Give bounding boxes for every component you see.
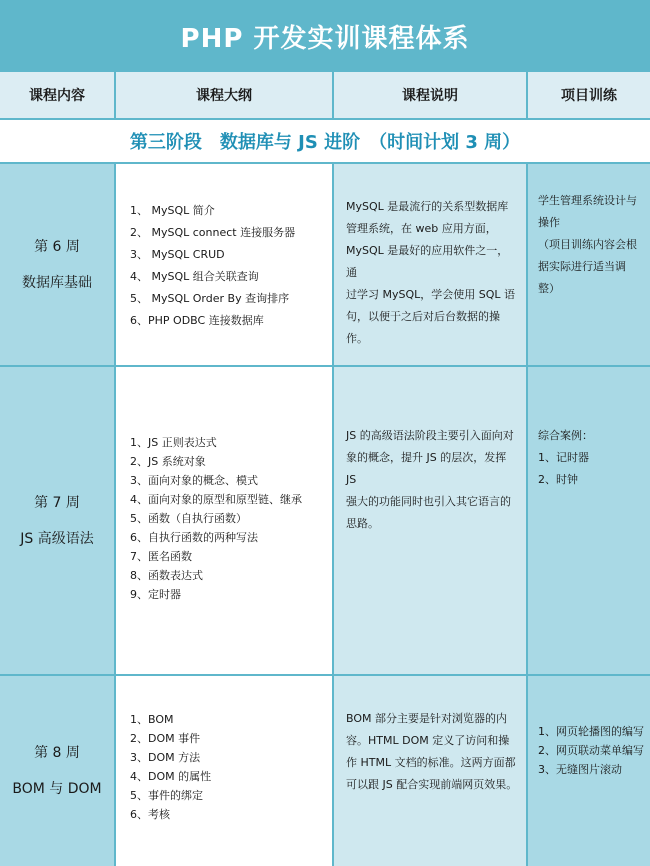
project-line: 1、记时器 xyxy=(538,451,589,464)
header-course-description: 课程说明 xyxy=(334,72,528,120)
row-2-project xyxy=(528,367,650,676)
description-line: 可以跟 JS 配合实现前端网页效果。 xyxy=(346,778,518,791)
project-line: 据实际进行适当调 xyxy=(538,260,626,273)
description-line: JS 的高级语法阶段主要引入面向对 xyxy=(346,429,514,442)
header-course-content: 课程内容 xyxy=(0,72,116,120)
row-1-outline xyxy=(116,164,334,367)
page-title: PHP 开发实训课程体系 xyxy=(0,0,650,72)
row-3-outline xyxy=(116,676,334,866)
week-label: 第 7 周 xyxy=(34,494,80,511)
topic-label: JS 高级语法 xyxy=(20,530,94,547)
description-line: 强大的功能同时也引入其它语言的 xyxy=(346,495,511,508)
row-1-course-content xyxy=(0,164,116,367)
week-label: 第 8 周 xyxy=(34,745,80,761)
outline-item: 3、面向对象的概念、模式 xyxy=(130,474,258,487)
row-3-course-content xyxy=(0,676,116,866)
header-course-outline: 课程大纲 xyxy=(116,72,334,120)
outline-item: 1、 MySQL 简介 xyxy=(130,204,215,217)
row-1-description xyxy=(334,164,528,367)
project-line: 综合案例： xyxy=(538,429,593,442)
description-line: BOM 部分主要是针对浏览器的内 xyxy=(346,712,507,725)
description-line: 象的概念，提升 JS 的层次，发挥 JS xyxy=(346,451,507,486)
topic-label: BOM 与 DOM xyxy=(12,781,102,797)
project-line: 3、无缝图片滚动 xyxy=(538,763,622,776)
row-2-description xyxy=(334,367,528,676)
outline-item: 6、自执行函数的两种写法 xyxy=(130,531,258,544)
week-label: 第 6 周 xyxy=(34,238,80,255)
row-1-project xyxy=(528,164,650,367)
outline-item: 3、 MySQL CRUD xyxy=(130,248,225,261)
outline-item: 9、定时器 xyxy=(130,588,181,601)
description-line: 作 HTML 文档的标准。这两方面都 xyxy=(346,756,516,769)
project-line: 1、网页轮播图的编写 xyxy=(538,725,644,738)
outline-item: 2、 MySQL connect 连接服务器 xyxy=(130,226,296,239)
row-3-description xyxy=(334,676,528,866)
outline-item: 2、DOM 事件 xyxy=(130,732,201,745)
project-line: 2、网页联动菜单编写 xyxy=(538,744,644,757)
header-project-training: 项目训练 xyxy=(528,72,650,120)
outline-item: 7、匿名函数 xyxy=(130,550,192,563)
outline-item: 5、 MySQL Order By 查询排序 xyxy=(130,292,290,305)
topic-label: 数据库基础 xyxy=(22,274,92,291)
outline-item: 4、面向对象的原型和原型链、继承 xyxy=(130,493,302,506)
row-2-outline xyxy=(116,367,334,676)
project-line: 操作 xyxy=(538,216,560,229)
outline-item: 6、PHP ODBC 连接数据库 xyxy=(130,314,264,327)
row-3-project xyxy=(528,676,650,866)
outline-item: 1、BOM xyxy=(130,713,174,726)
outline-item: 6、考核 xyxy=(130,808,170,821)
description-line: 容。HTML DOM 定义了访问和操 xyxy=(346,734,510,747)
outline-item: 1、JS 正则表达式 xyxy=(130,436,217,449)
project-line: 整） xyxy=(538,282,560,295)
project-line: 学生管理系统设计与 xyxy=(538,194,637,207)
description-line: MySQL 是最好的应用软件之一，通 xyxy=(346,244,509,279)
description-line: 句，以便于之后对后台数据的操作。 xyxy=(346,310,500,345)
outline-item: 4、 MySQL 组合关联查询 xyxy=(130,270,259,283)
stage-title: 第三阶段 数据库与 JS 进阶 （时间计划 3 周） xyxy=(0,120,650,164)
outline-item: 4、DOM 的属性 xyxy=(130,770,212,783)
description-line: 过学习 MySQL，学会使用 SQL 语 xyxy=(346,288,516,301)
outline-item: 3、DOM 方法 xyxy=(130,751,201,764)
project-line: 2、时钟 xyxy=(538,473,578,486)
outline-item: 2、JS 系统对象 xyxy=(130,455,206,468)
description-line: 思路。 xyxy=(346,517,379,530)
row-2-course-content xyxy=(0,367,116,676)
description-line: 管理系统，在 web 应用方面， xyxy=(346,222,497,235)
description-line: MySQL 是最流行的关系型数据库 xyxy=(346,200,509,213)
outline-item: 8、函数表达式 xyxy=(130,569,203,582)
project-line: （项目训练内容会根 xyxy=(538,238,637,251)
outline-item: 5、函数（自执行函数） xyxy=(130,512,247,525)
outline-item: 5、事件的绑定 xyxy=(130,789,203,802)
